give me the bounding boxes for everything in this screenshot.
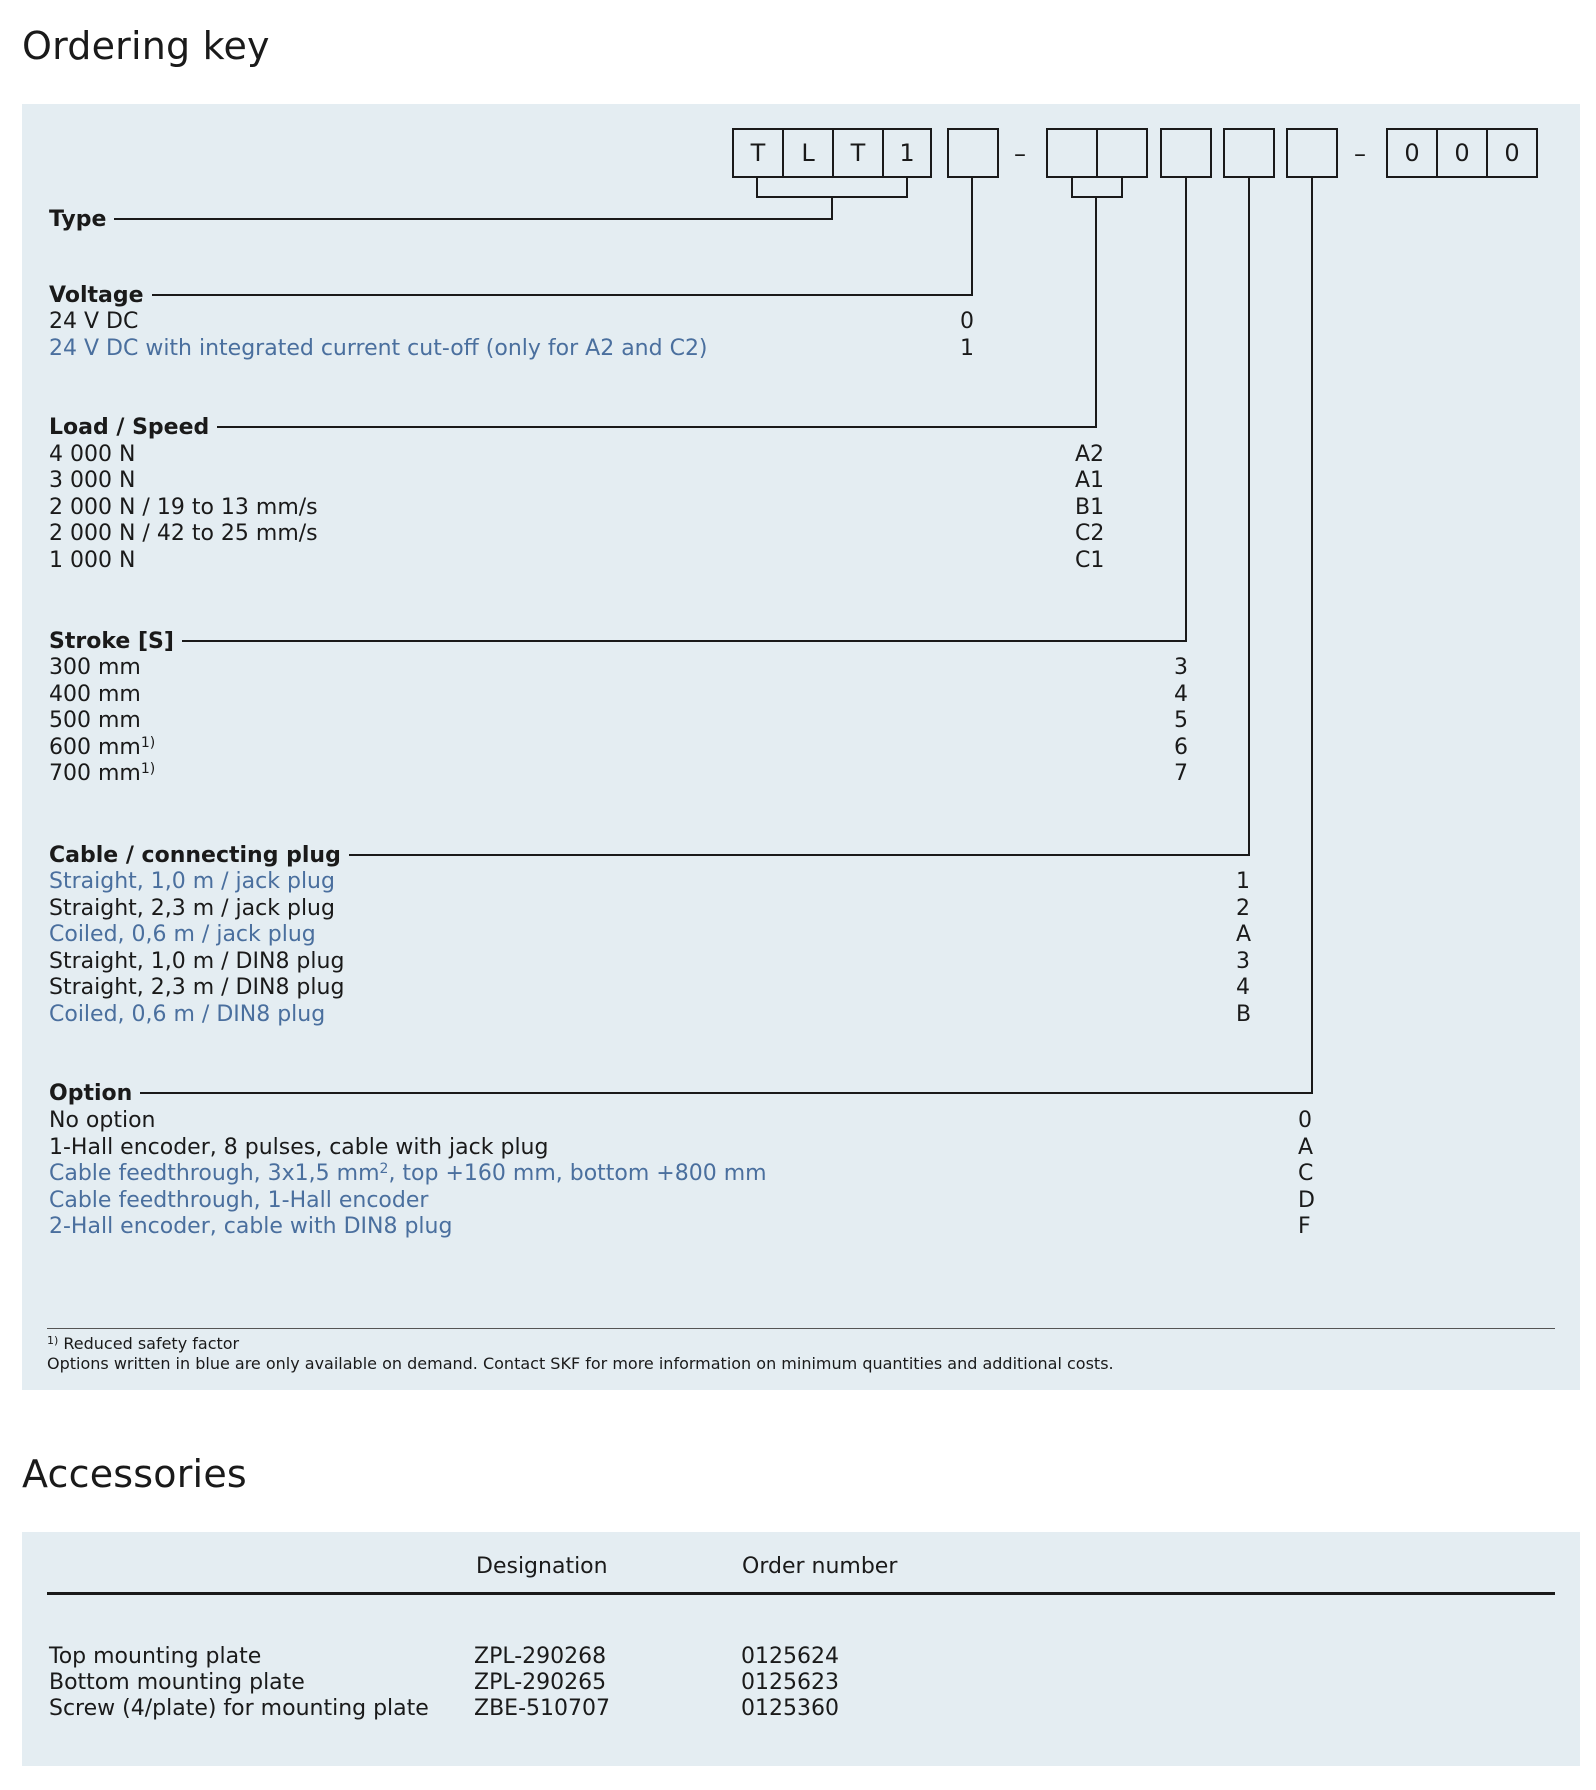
option-code: 5 (1174, 708, 1188, 733)
option-code: 1 (960, 336, 974, 361)
option-code: C (1298, 1161, 1314, 1186)
accessory-designation: ZPL-290265 (474, 1670, 607, 1695)
option-label: 1 000 N (49, 548, 136, 573)
leader-line-type (102, 218, 833, 220)
code-char: 0 (1388, 130, 1438, 176)
code-divider (1048, 130, 1098, 176)
code-char: 1 (899, 139, 915, 167)
option-label: 1-Hall encoder, 8 pulses, cable with jack plug (49, 1135, 549, 1160)
option-code: 0 (1298, 1108, 1312, 1133)
footnote-divider (47, 1328, 1555, 1329)
option-code: B (1236, 1002, 1252, 1027)
section-title-type: Type (49, 207, 114, 233)
option-code: D (1298, 1188, 1315, 1213)
section-title-load-speed: Load / Speed (49, 415, 217, 441)
code-box-cable (1223, 128, 1275, 178)
option-label-with-sup (49, 761, 155, 788)
accessory-designation: ZPL-290268 (474, 1644, 607, 1669)
bracket-line (756, 178, 758, 198)
leader-line-voltage (122, 294, 973, 296)
option-code: A1 (1075, 468, 1105, 493)
accessory-name: Top mounting plate (49, 1644, 262, 1669)
option-code: 7 (1174, 761, 1188, 786)
option-code: 2 (1236, 896, 1250, 921)
leader-line (1095, 196, 1097, 428)
section-title-cable: Cable / connecting plug (49, 843, 349, 869)
code-char: L (784, 130, 834, 176)
option-label: No option (49, 1108, 156, 1133)
option-code: 4 (1236, 975, 1250, 1000)
option-label: 400 mm (49, 682, 141, 707)
option-label: 500 mm (49, 708, 141, 733)
option-code: 3 (1236, 949, 1250, 974)
accessory-order-number: 0125623 (741, 1670, 839, 1695)
option-label-with-sup (49, 735, 155, 762)
column-header-order-number: Order number (742, 1554, 898, 1579)
accessory-designation: ZBE-510707 (474, 1696, 610, 1721)
option-label: 300 mm (49, 655, 141, 680)
option-label: Cable feedthrough, 3x1,5 mm (49, 1161, 380, 1186)
leader-line-stroke (142, 640, 1187, 642)
bracket-line (906, 178, 908, 198)
option-code: 4 (1174, 682, 1188, 707)
column-header-designation: Designation (476, 1554, 608, 1579)
code-char: 0 (1504, 139, 1520, 167)
code-box-type (732, 128, 932, 178)
ordering-key-panel (22, 104, 1580, 1390)
option-code: 3 (1174, 655, 1188, 680)
superscript: 2 (379, 1161, 389, 1177)
leader-line (1185, 178, 1187, 642)
option-code: C1 (1075, 548, 1105, 573)
code-box-stroke (1160, 128, 1212, 178)
option-label-after: , top +160 mm, bottom +800 mm (388, 1161, 767, 1186)
section-title-option: Option (49, 1081, 140, 1107)
option-code: 0 (960, 309, 974, 334)
option-code: C2 (1075, 521, 1105, 546)
footnote-ref: 1) (140, 735, 156, 751)
ordering-key-title: Ordering key (22, 24, 270, 68)
option-code: A2 (1075, 442, 1105, 467)
option-label: Straight, 2,3 m / jack plug (49, 896, 335, 921)
code-box-voltage (947, 128, 999, 178)
accessories-panel (22, 1532, 1580, 1766)
footnote-note: Options written in blue are only available on demand. Contact SKF for more information on minimum quantities and additional costs. (47, 1354, 1114, 1373)
accessories-title: Accessories (22, 1452, 247, 1496)
option-label: Straight, 2,3 m / DIN8 plug (49, 975, 345, 1000)
option-code: 6 (1174, 735, 1188, 760)
option-label: 3 000 N (49, 468, 136, 493)
option-label: 700 mm (49, 761, 141, 786)
option-label: Straight, 1,0 m / jack plug (49, 869, 335, 894)
option-label: 4 000 N (49, 442, 136, 467)
section-title-stroke: Stroke [S] (49, 629, 182, 655)
option-code: A (1236, 922, 1252, 947)
leader-line (1248, 178, 1250, 856)
option-label-with-sup (49, 1161, 767, 1188)
code-box-option (1286, 128, 1338, 178)
accessory-name: Screw (4/plate) for mounting plate (49, 1696, 429, 1721)
option-label: 24 V DC (49, 309, 139, 334)
option-label: 600 mm (49, 735, 141, 760)
footnote-marker: 1) (47, 1334, 59, 1347)
leader-line-cable (282, 854, 1250, 856)
leader-line (831, 196, 833, 220)
code-char: 0 (1438, 130, 1488, 176)
option-code: B1 (1075, 495, 1105, 520)
option-label: 2 000 N / 42 to 25 mm/s (49, 521, 318, 546)
option-code: A (1298, 1135, 1314, 1160)
bracket-line (1071, 178, 1073, 198)
option-label: Coiled, 0,6 m / DIN8 plug (49, 1002, 326, 1027)
code-char: T (834, 130, 884, 176)
leader-line-load-speed (172, 426, 1097, 428)
footnote-ref: 1) (140, 761, 156, 777)
accessory-order-number: 0125624 (741, 1644, 839, 1669)
code-box-load-speed (1046, 128, 1148, 178)
code-char: T (734, 130, 784, 176)
option-label: Coiled, 0,6 m / jack plug (49, 922, 316, 947)
option-code: F (1298, 1214, 1311, 1239)
option-label: 2-Hall encoder, cable with DIN8 plug (49, 1214, 453, 1239)
code-box-suffix (1386, 128, 1538, 178)
section-title-voltage: Voltage (49, 283, 152, 309)
code-dash: – (1354, 140, 1366, 168)
option-code: 1 (1236, 869, 1250, 894)
leader-line (1311, 178, 1313, 1094)
code-dash: – (1014, 140, 1026, 168)
header-rule (47, 1592, 1555, 1595)
option-label: Cable feedthrough, 1-Hall encoder (49, 1188, 429, 1213)
footnote-text: Reduced safety factor (63, 1334, 240, 1353)
option-label: 24 V DC with integrated current cut-off (only for A2 and C2) (49, 336, 708, 361)
bracket-line (1071, 196, 1123, 198)
leader-line (971, 178, 973, 296)
leader-line-option (122, 1092, 1313, 1094)
footnote (47, 1334, 239, 1353)
option-label: 2 000 N / 19 to 13 mm/s (49, 495, 318, 520)
accessory-order-number: 0125360 (741, 1696, 839, 1721)
option-label: Straight, 1,0 m / DIN8 plug (49, 949, 345, 974)
bracket-line (1121, 178, 1123, 198)
accessory-name: Bottom mounting plate (49, 1670, 305, 1695)
